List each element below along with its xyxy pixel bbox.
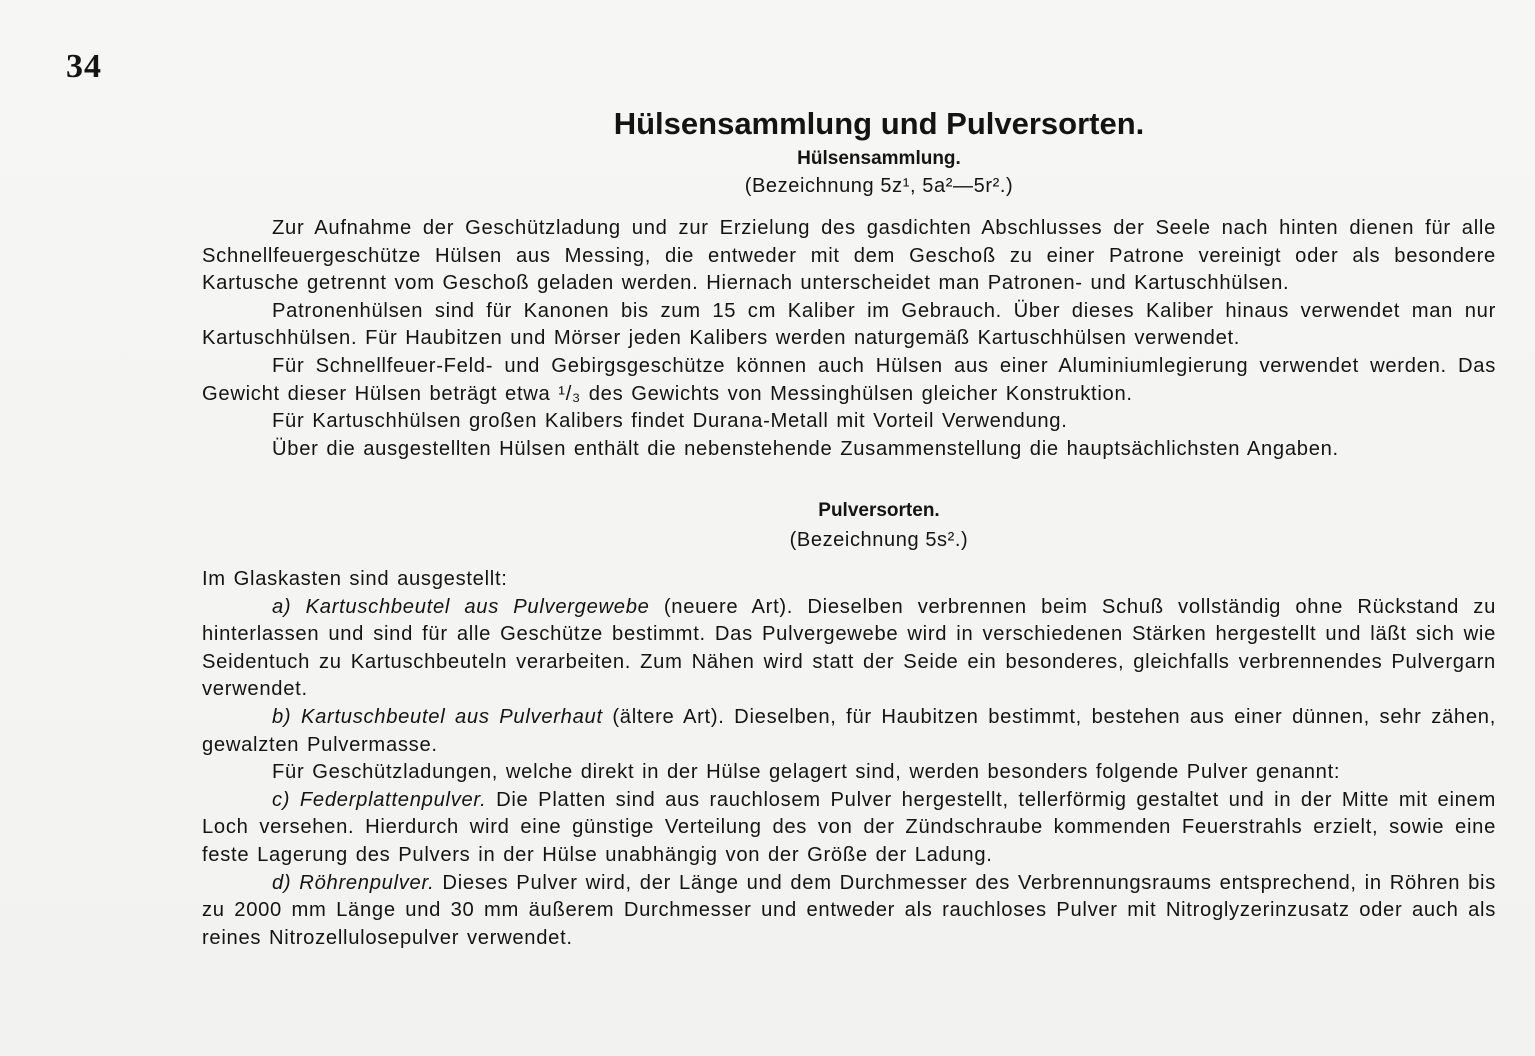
item-text: (neuere Art). Dieselben verbrennen beim Schuß vollständig ohne Rückstand zu hinterlassen und sind für alle Geschütze bestimmt. Das Pulvergewebe wird in verschiedenen Stärken hergestellt und läßt sich wie Seidentuch zu Kartuschbeuteln verarbeiten. Zum Nähen wird statt der Seide ein besonderes, gleichfalls verbrennendes Pulvergarn verwendet. (202, 595, 1497, 701)
item-label: a) Kartuschbeutel aus Pulvergewebe (272, 595, 650, 618)
paragraph: Im Glaskasten sind ausgestellt: (202, 568, 508, 590)
paragraph: Für Schnellfeuer-Feld- und Gebirgsgeschütze können auch Hülsen aus einer Aluminiumlegierung verwendet werden. Das Gewicht dieser Hülsen beträgt etwa ¹/₃ des Gewichts von Messinghülsen gleicher Konstruktion. (202, 354, 1496, 405)
section-designation-pulversorten: (Bezeichnung 5s².) (789, 529, 969, 551)
item-text: Die Platten sind aus rauchlosem Pulver hergestellt, tellerförmig gestaltet und in der Mitte mit einem Loch versehen. Hierdurch wird eine günstige Verteilung des von der Zündschraube kommenden Feuerstrahls erzielt, sowie eine feste Lagerung des Pulvers in der Hülse unabhängig von der Größe der Ladung. (202, 788, 1497, 866)
section-title-huelsensammlung: Hülsensammlung. (797, 148, 961, 169)
section-body-pulversorten (202, 566, 1496, 952)
section-title-pulversorten: Pulversorten. (818, 500, 940, 521)
item-label: d) Röhrenpulver. (272, 871, 435, 894)
section-designation-huelsensammlung: (Bezeichnung 5z¹, 5a²—5r².) (744, 175, 1014, 197)
paragraph: Für Geschützladungen, welche direkt in der Hülse gelagert sind, werden besonders folgende Pulver genannt: (272, 761, 1341, 784)
item-label: c) Federplattenpulver. (272, 788, 487, 811)
list-item (202, 594, 1496, 704)
list-item (202, 787, 1496, 870)
paragraph: Über die ausgestellten Hülsen enthält die nebenstehende Zusammenstellung die hauptsächlichsten Angaben. (272, 437, 1339, 460)
page-number: 34 (66, 48, 102, 85)
item-text: (ältere Art). Dieselben, für Haubitzen bestimmt, bestehen aus einer dünnen, sehr zähen, gewalzten Pulvermasse. (202, 705, 1497, 756)
page-title: Hülsensammlung und Pulversorten. (613, 106, 1145, 141)
paragraph: Zur Aufnahme der Geschützladung und zur Erzielung des gasdichten Abschlusses der Seele nach hinten dienen für alle Schnellfeuergeschütze Hülsen aus Messing, die entweder mit dem Geschoß zu einer Patrone vereinigt oder als besondere Kartusche getrennt vom Geschoß geladen werden. Hiernach unterscheidet man Patronen- und Kartuschhülsen. (202, 217, 1496, 295)
list-item (202, 870, 1496, 953)
paragraph: Patronenhülsen sind für Kanonen bis zum 15 cm Kaliber im Gebrauch. Über dieses Kaliber hinaus verwendet man nur Kartuschhülsen. Für Haubitzen und Mörser jeden Kalibers werden naturgemäß Kartuschhülsen verwendet. (202, 299, 1496, 350)
item-label: b) Kartuschbeutel aus Pulverhaut (272, 705, 603, 728)
paragraph: Für Kartuschhülsen großen Kalibers findet Durana-Metall mit Vorteil Verwendung. (272, 410, 1068, 433)
list-item (202, 704, 1496, 759)
section-body-huelsensammlung (202, 215, 1496, 463)
item-text: Dieses Pulver wird, der Länge und dem Durchmesser des Verbrennungsraums entsprechend, in Röhren bis zu 2000 mm Länge und 30 mm äußerem Durchmesser und entweder als rauchloses Pulver mit Nitroglyzerinzusatz oder auch als reines Nitrozellulosepulver verwendet. (202, 871, 1497, 949)
